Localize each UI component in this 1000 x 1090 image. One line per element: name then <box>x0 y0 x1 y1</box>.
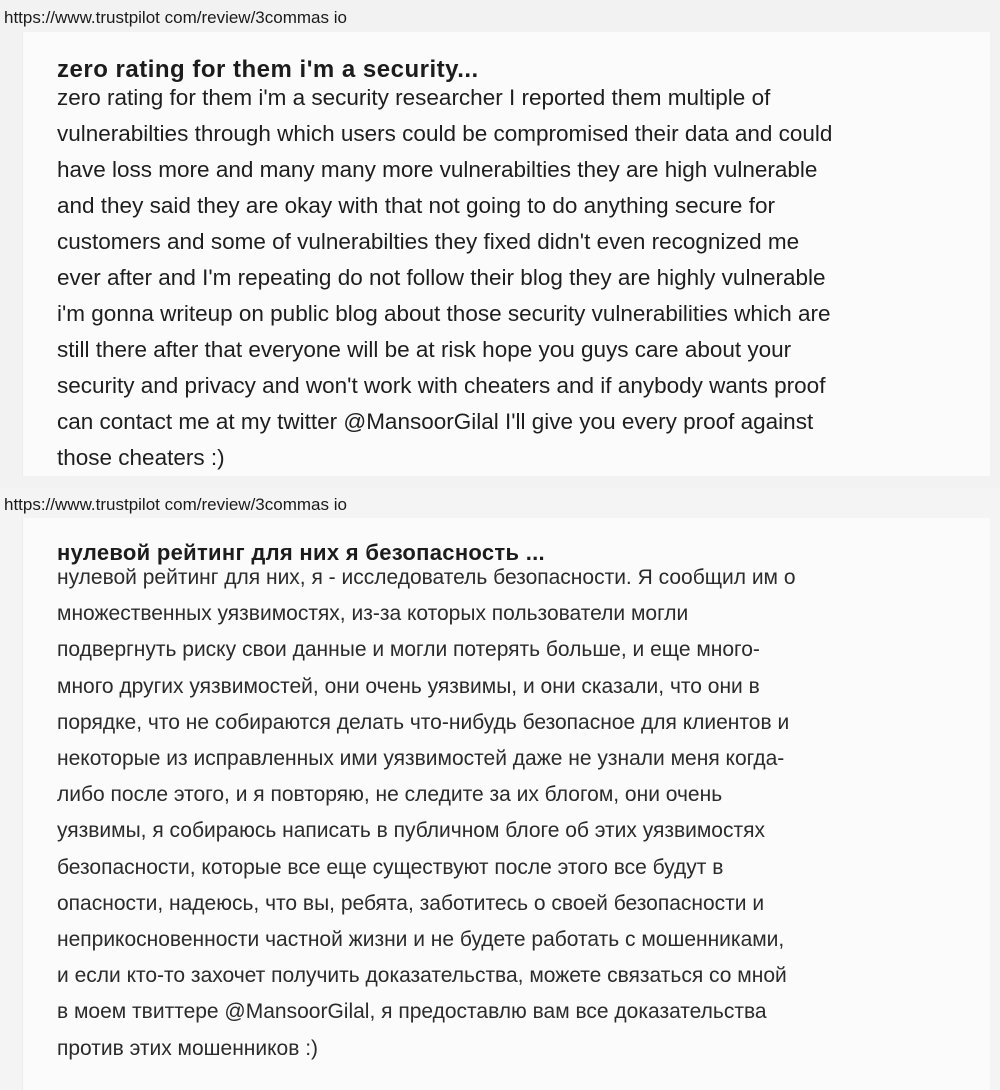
review-body-line: нулевой рейтинг для них, я - исследователь безопасности. Я сообщил им о <box>57 566 796 589</box>
review-body-line: customers and some of vulnerabilties they fixed didn't even recognized me <box>57 229 800 254</box>
review-body-line: против этих мошенников :) <box>57 1036 319 1060</box>
review-body-line: still there after that everyone will be at risk hope you guys care about your <box>57 337 792 362</box>
review-title[interactable]: нулевой рейтинг для них я безопасность ... <box>57 540 545 566</box>
review-card <box>22 32 990 476</box>
review-body-line: множественных уязвимостях, из-за которых пользователи могли <box>57 602 689 626</box>
url-caption: https://www.trustpilot com/review/3commas io <box>4 495 347 514</box>
review-body-line: опасности, надеюсь, что вы, ребята, заботитесь о своей безопасности и <box>57 891 765 915</box>
review-card <box>22 518 990 1090</box>
review-body-line: security and privacy and won't work with cheaters and if anybody wants proof <box>57 373 826 398</box>
review-body-line: уязвимы, я собираюсь написать в публичном блоге об этих уязвимостях <box>57 819 765 843</box>
review-body-line: ever after and I'm repeating do not follow their blog they are highly vulnerable <box>57 265 826 290</box>
review-title[interactable]: zero rating for them i'm a security... <box>57 55 479 83</box>
review-body-line: and they said they are okay with that not going to do anything secure for <box>57 193 775 218</box>
review-body <box>57 560 987 1067</box>
review-body-line: и если кто-то захочет получить доказательства, можете связаться со мной <box>57 964 787 988</box>
url-caption: https://www.trustpilot com/review/3commas io <box>4 8 347 27</box>
screenshot-russian <box>0 488 1000 1090</box>
review-body-line: i'm gonna writeup on public blog about those security vulnerabilities which are <box>57 301 831 326</box>
review-body-line: those cheaters :) <box>57 445 225 470</box>
review-body-line: zero rating for them i'm a security researcher I reported them multiple of <box>57 85 771 110</box>
review-body-line: can contact me at my twitter @MansoorGilal I'll give you every proof against <box>57 409 814 434</box>
review-body-line: подвергнуть риску свои данные и могли потерять больше, и еще много- <box>57 638 760 662</box>
review-body-line: либо после этого, и я повторяю, не следите за их блогом, они очень <box>57 783 723 807</box>
review-body-line: в моем твиттере @MansoorGilal, я предоставлю вам все доказательства <box>57 1000 767 1024</box>
review-body-line: порядке, что не собираются делать что-нибудь безопасное для клиентов и <box>57 710 790 734</box>
review-body-line: много других уязвимостей, они очень уязвимы, и они сказали, что они в <box>57 674 760 698</box>
review-body-line: безопасности, которые все еще существуют после этого все будут в <box>57 855 724 879</box>
review-body-line: некоторые из исправленных ими уязвимостей даже не узнали меня когда- <box>57 747 785 771</box>
screenshot-english <box>0 0 1000 488</box>
review-body-line: vulnerabilties through which users could be compromised their data and could <box>57 121 833 146</box>
review-body-line: have loss more and many many more vulnerabilties they are high vulnerable <box>57 157 818 182</box>
review-body <box>57 80 987 476</box>
review-body-line: неприкосновенности частной жизни и не будете работать с мошенниками, <box>57 928 785 952</box>
